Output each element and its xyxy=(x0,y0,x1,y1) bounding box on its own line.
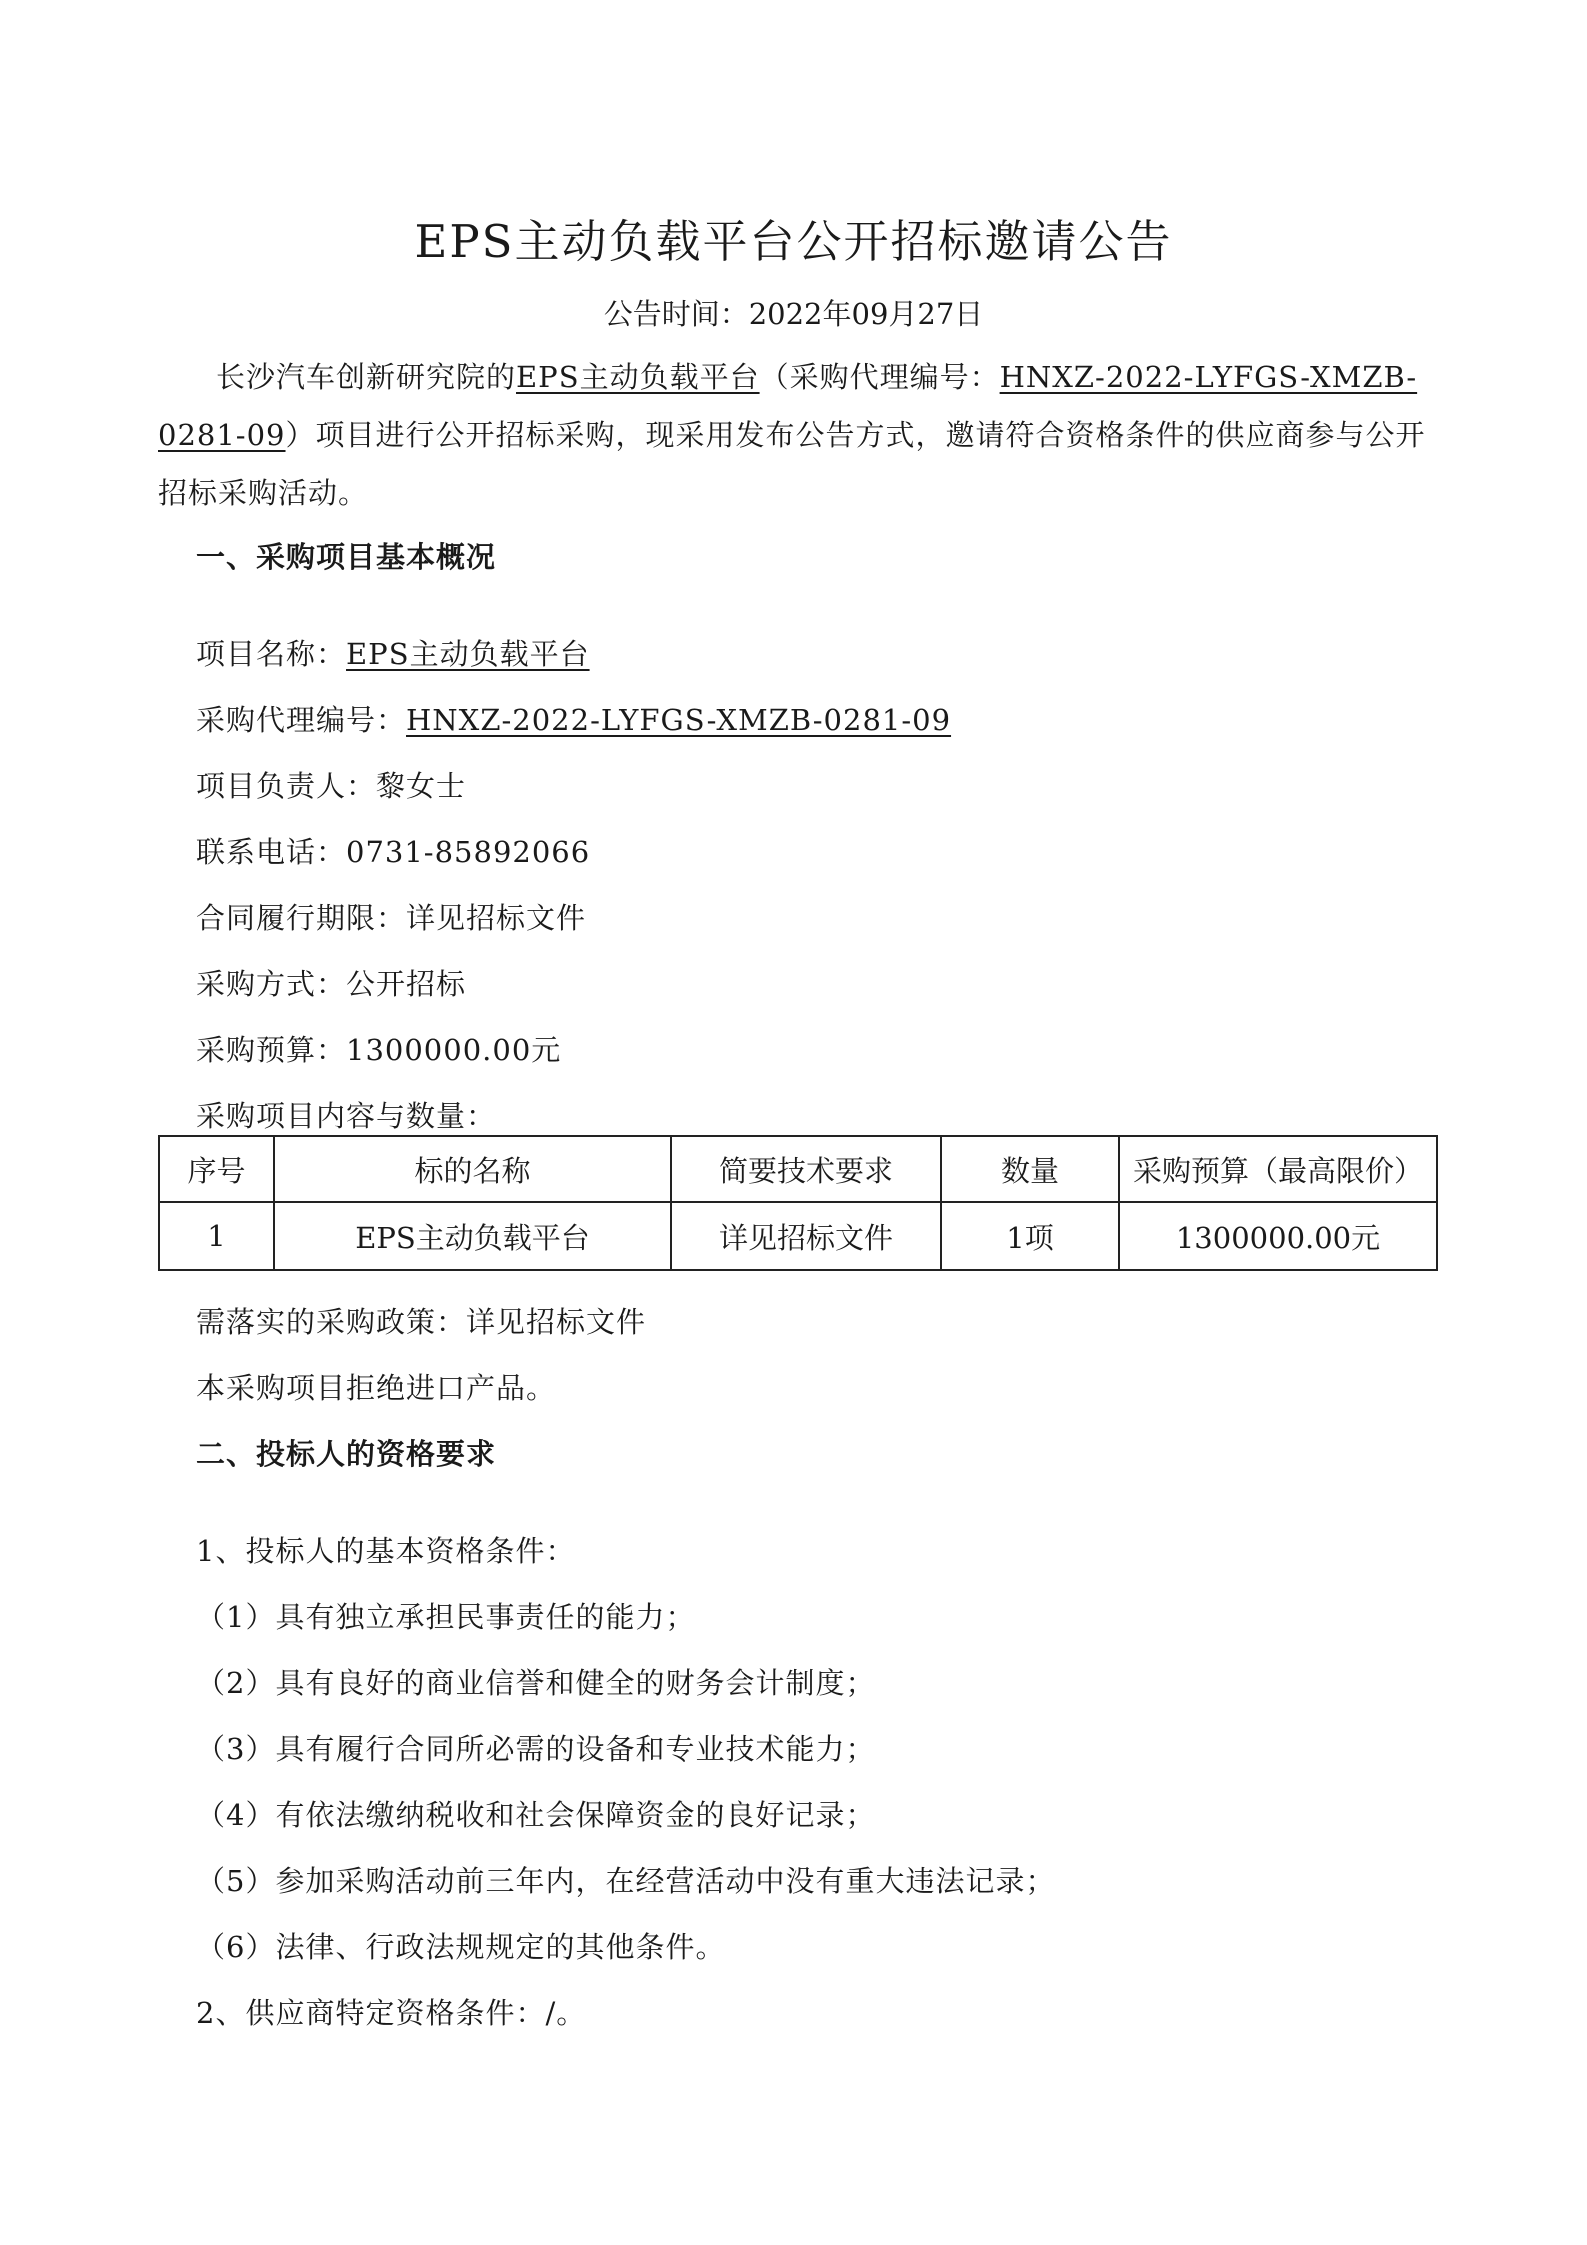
import-note: 本采购项目拒绝进口产品。 xyxy=(196,1371,557,1405)
intro-project-link[interactable]: EPS主动负载平台 xyxy=(516,360,760,394)
intro-code-link[interactable]: HNXZ-2022-LYFGS-XMZB-0281-09 xyxy=(158,360,1418,452)
section2-heading: 二、投标人的资格要求 xyxy=(196,1437,497,1471)
section1-heading: 一、采购项目基本概况 xyxy=(196,540,497,574)
special-qualification-label: 2、供应商特定资格条件：/。 xyxy=(196,1996,587,2030)
procurement-policy: 需落实的采购政策：详见招标文件 xyxy=(196,1305,647,1339)
table-header-cell: 数量 xyxy=(941,1136,1119,1202)
content-quantity-label: 采购项目内容与数量： xyxy=(196,1099,497,1133)
table-cell: 1300000.00元 xyxy=(1119,1202,1437,1270)
table-cell: EPS主动负载平台 xyxy=(274,1202,671,1270)
document-title: EPS主动负载平台公开招标邀请公告 xyxy=(414,215,1173,268)
basic-qualification-label: 1、投标人的基本资格条件： xyxy=(196,1534,576,1568)
qualification-item: （3）具有履行合同所必需的设备和专业技术能力； xyxy=(196,1732,876,1766)
project-manager: 项目负责人：黎女士 xyxy=(196,769,467,803)
table-header-cell: 简要技术要求 xyxy=(671,1136,941,1202)
intro-paragraph xyxy=(158,348,1450,522)
agency-code-row xyxy=(196,698,951,739)
qualification-item: （5）参加采购活动前三年内，在经营活动中没有重大违法记录； xyxy=(196,1864,1056,1898)
project-name-link[interactable]: EPS主动负载平台 xyxy=(346,637,590,671)
project-name-row xyxy=(196,632,590,673)
qualification-item: （6）法律、行政法规规定的其他条件。 xyxy=(196,1930,726,1964)
table-cell: 1 xyxy=(159,1202,274,1270)
announcement-date: 公告时间：2022年09月27日 xyxy=(603,297,984,331)
table-cell: 详见招标文件 xyxy=(671,1202,941,1270)
table-header-cell: 标的名称 xyxy=(274,1136,671,1202)
intro-mid: （采购代理编号： xyxy=(759,360,1000,394)
procurement-table xyxy=(158,1135,1438,1271)
contact-phone: 联系电话：0731-85892066 xyxy=(196,835,591,869)
table-header-row xyxy=(159,1136,1437,1202)
contract-period: 合同履行期限：详见招标文件 xyxy=(196,901,587,935)
table-header-cell: 采购预算（最高限价） xyxy=(1119,1136,1437,1202)
procurement-budget: 采购预算：1300000.00元 xyxy=(196,1033,562,1067)
table-header-cell: 序号 xyxy=(159,1136,274,1202)
intro-prefix: 长沙汽车创新研究院的 xyxy=(216,360,517,394)
project-name-label: 项目名称： xyxy=(196,637,347,671)
qualification-item: （4）有依法缴纳税收和社会保障资金的良好记录； xyxy=(196,1798,876,1832)
table-row xyxy=(159,1202,1437,1270)
table-cell: 1项 xyxy=(941,1202,1119,1270)
procurement-method: 采购方式：公开招标 xyxy=(196,967,467,1001)
agency-code-link[interactable]: HNXZ-2022-LYFGS-XMZB-0281-09 xyxy=(406,703,952,737)
qualification-item: （1）具有独立承担民事责任的能力； xyxy=(196,1600,696,1634)
agency-code-label: 采购代理编号： xyxy=(196,703,407,737)
intro-suffix: ）项目进行公开招标采购，现采用发布公告方式，邀请符合资格条件的供应商参与公开招标采购活动。 xyxy=(158,418,1426,510)
qualification-item: （2）具有良好的商业信誉和健全的财务会计制度； xyxy=(196,1666,876,1700)
